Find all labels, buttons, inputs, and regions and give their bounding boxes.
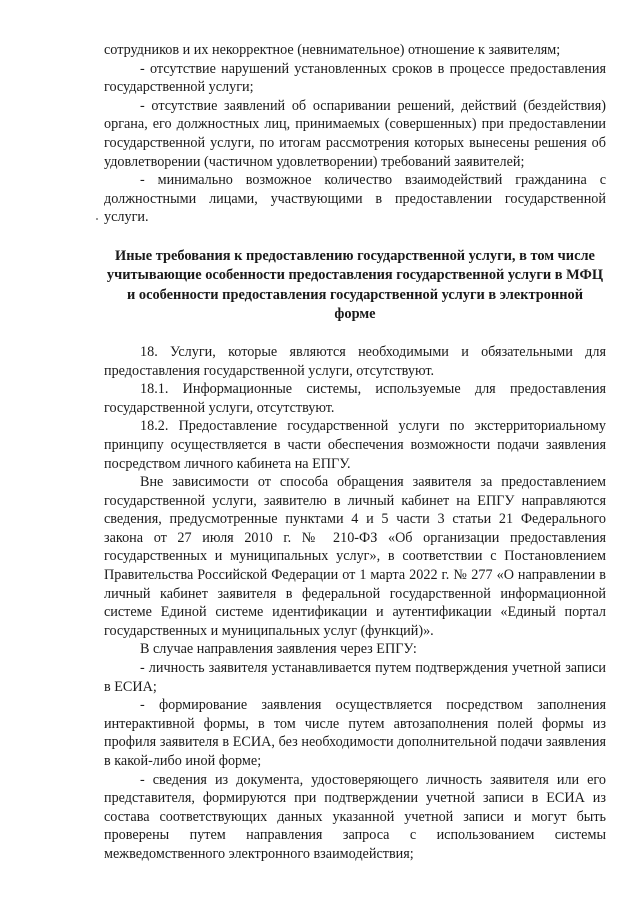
paragraph-18: 18. Услуги, которые являются необходимыми и обязательными для предоставления государственной услуги, отсутствуют. [104, 343, 606, 379]
list-item-identity: - личность заявителя устанавливается путем подтверждения учетной записи в ЕСИА; [104, 660, 606, 695]
paragraph-18-2: 18.2. Предоставление государственной услуги по экстерриториальному принципу осуществляется в части обеспечения возможности подачи заявления посредством личного кабинета на ЕПГУ. [104, 418, 606, 472]
intro-item-deadlines: - отсутствие нарушений установленных сроков в процессе предоставления государственной услуги; [104, 60, 606, 96]
spacer [104, 325, 606, 343]
list-item-form: - формирование заявления осуществляется посредством заполнения интерактивной формы, в том числе путем автозаполнения полей формы из профиля заявителя в ЕСИА, без необходимости дополнительной подачи заявления в какой-либо иной форме; [104, 697, 606, 769]
scan-speck [96, 218, 98, 220]
paragraph-epgu-intro: В случае направления заявления через ЕПГУ: [140, 641, 417, 658]
document-page [104, 41, 606, 864]
intro-item-interactions: - минимально возможное количество взаимодействий гражданина с должностными лицами, участвующими в предоставлении государственной услуги. [104, 172, 606, 226]
list-item-document-data: - сведения из документа, удостоверяющего личность заявителя или его представителя, формируются при подтверждении учетной записи в ЕСИА из состава соответствующих данных указанной учетной записи и могут быть проверены путем направления запроса с использованием системы межведомственного электронного взаимодействия; [104, 771, 606, 862]
section-heading: Иные требования к предоставлению государственной услуги, в том числе учитывающие особенности предоставления государственной услуги в МФЦ и особенности предоставления государственной услуги в электронной форме [106, 247, 604, 323]
intro-item-appeals: - отсутствие заявлений об оспаривании решений, действий (бездействия) органа, его должностных лиц, принимаемых (совершенных) при предоставлении государственной услуги, по итогам рассмотрения которых вынесены решения об удовлетворении (частичном удовлетворении) требований заявителей; [104, 97, 606, 170]
spacer [104, 227, 606, 247]
paragraph-18-1: 18.1. Информационные системы, используемые для предоставления государственной услуги, отсутствуют. [104, 381, 606, 416]
paragraph-notifications: Вне зависимости от способа обращения заявителя за предоставлением государственной услуги, заявителю в личный кабинет на ЕПГУ направляются сведения, предусмотренные пунктами 4 и 5 части 3 статьи 21 Федерального закона от 27 июля 2010 г. № 210-ФЗ «Об организации предоставления государственных и муниципальных услуг», в соответствии с Постановлением Правительства Российской Федерации от 1 марта 2022 г. № 277 «О направлении в личный кабинет заявителя в федеральной государственной информационной системе Единой системе идентификации и аутентификации «Единый портал государственных и муниципальных услуг (функций)». [104, 474, 606, 639]
intro-paragraph-continuation: сотрудников и их некорректное (невнимательное) отношение к заявителям; [104, 42, 561, 58]
